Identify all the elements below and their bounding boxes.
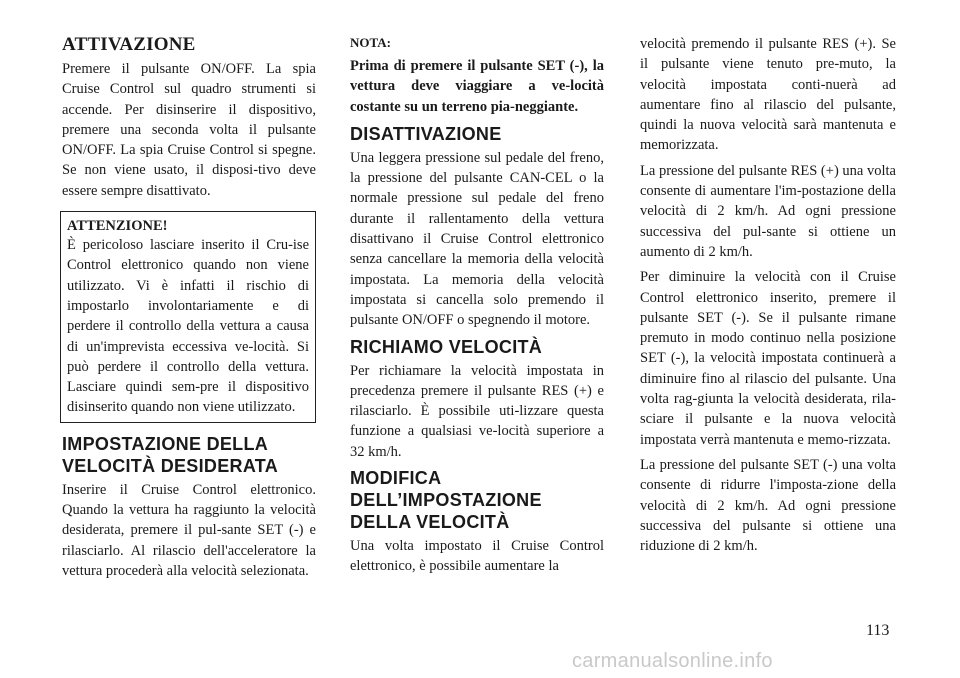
note-text: Prima di premere il pulsante SET (-), la vettura deve viaggiare a ve-locità costante su un terreno pia-neggiante. xyxy=(350,58,604,115)
warning-box xyxy=(60,211,316,423)
paragraph-incremento-2kmh: La pressione del pulsante RES (+) una volta consente di aumentare l'im-postazione della velocità di 2 km/h. Ad ogni pressione successiva del pul-sante si ottiene un aumento di 2 km/h. xyxy=(640,162,896,260)
heading-attivazione: ATTIVAZIONE xyxy=(62,34,196,55)
paragraph-riduzione-2kmh: La pressione del pulsante SET (-) una volta consente di ridurre l'imposta-zione della velocità di 2 km/h. Ad ogni pressione successiva del pulsante si ottiene una riduzione di 2 km/h. xyxy=(640,456,896,555)
heading-disattivazione: DISATTIVAZIONE xyxy=(350,123,502,144)
paragraph-attivazione: Premere il pulsante ON/OFF. La spia Cruise Control sul quadro strumenti si accende. Per disinserire il dispositivo, premere una seconda volta il pulsante ON/OFF. La spia Cruise Control si spegne. Se non viene usato, il disposi-tivo deve essere sempre disattivato. xyxy=(62,61,316,199)
paragraph-disattivazione: Una leggera pressione sul pedale del freno, la pressione del pulsante CAN-CEL o la normale pressione sul pedale del freno durante il rallentamento della vettura disattivano il Cruise Control elettronico senza cancellare la memoria della velocità impostata. La memoria della velocità impostata si cancella solo premendo il pulsante ON/OFF o spegnendo il motore. xyxy=(350,149,604,329)
column-middle xyxy=(350,34,604,582)
paragraph-richiamo-velocita: Per richiamare la velocità impostata in precedenza premere il pulsante RES (+) e rilasciarlo. È possibile uti-lizzare questa funzione a qualsiasi ve-locità superiore a 32 km/h. xyxy=(350,362,604,460)
heading-richiamo-velocita: RICHIAMO VELOCITÀ xyxy=(350,336,543,357)
paragraph-aumento-velocita: velocità premendo il pulsante RES (+). Se il pulsante viene tenuto pre-muto, la velocità impostata conti-nuerà ad aumentare fino al rilascio del pulsante, quindi la nuova velocità sarà mantenuta e memorizzata. xyxy=(640,36,896,154)
column-right xyxy=(640,34,896,561)
note-title: NOTA: xyxy=(350,35,391,50)
paragraph-diminuzione-velocita: Per diminuire la velocità con il Cruise Control elettronico inserito, premere il pulsante SET (-). Se il pulsante rimane premuto in modo continuo nella posizione SET (-), la velocità impostata continuerà a diminuire fino al rilascio del pulsante. Una volta rag-giunta la velocità desiderata, rila-sciare il pulsante e la nuova velocità impostata verrà mantenuta e memo-rizzata. xyxy=(640,269,896,448)
page-number: 113 xyxy=(866,622,890,639)
paragraph-modifica-impostazione: Una volta impostato il Cruise Control elettronico, è possibile aumentare la xyxy=(350,538,604,575)
column-left xyxy=(62,34,316,586)
watermark: carmanualsonline.info xyxy=(572,650,773,672)
paragraph-impostazione: Inserire il Cruise Control elettronico. Quando la vettura ha raggiunto la velocità desiderata, premere il pul-sante SET (-) e rilasciarlo. Al rilascio dell'acceleratore la vettura procederà alla velocità selezionata. xyxy=(62,481,316,579)
warning-title: ATTENZIONE! xyxy=(67,218,168,235)
heading-impostazione: IMPOSTAZIONE DELLA VELOCITÀ DESIDERATA xyxy=(62,433,279,476)
warning-text: È pericoloso lasciare inserito il Cru-ise Control elettronico quando non viene utilizzato. Vi è infatti il rischio di impostarlo involontariamente e di perdere il controllo della vettura a causa di un'imprevista eccessiva ve-locità. Si può perdere il controllo della vettura. Lasciare quindi sem-pre il dispositivo disinserito quando non viene utilizzato. xyxy=(67,237,309,416)
heading-modifica-impostazione: MODIFICA DELL’IMPOSTAZIONE DELLA VELOCITÀ xyxy=(350,468,542,533)
